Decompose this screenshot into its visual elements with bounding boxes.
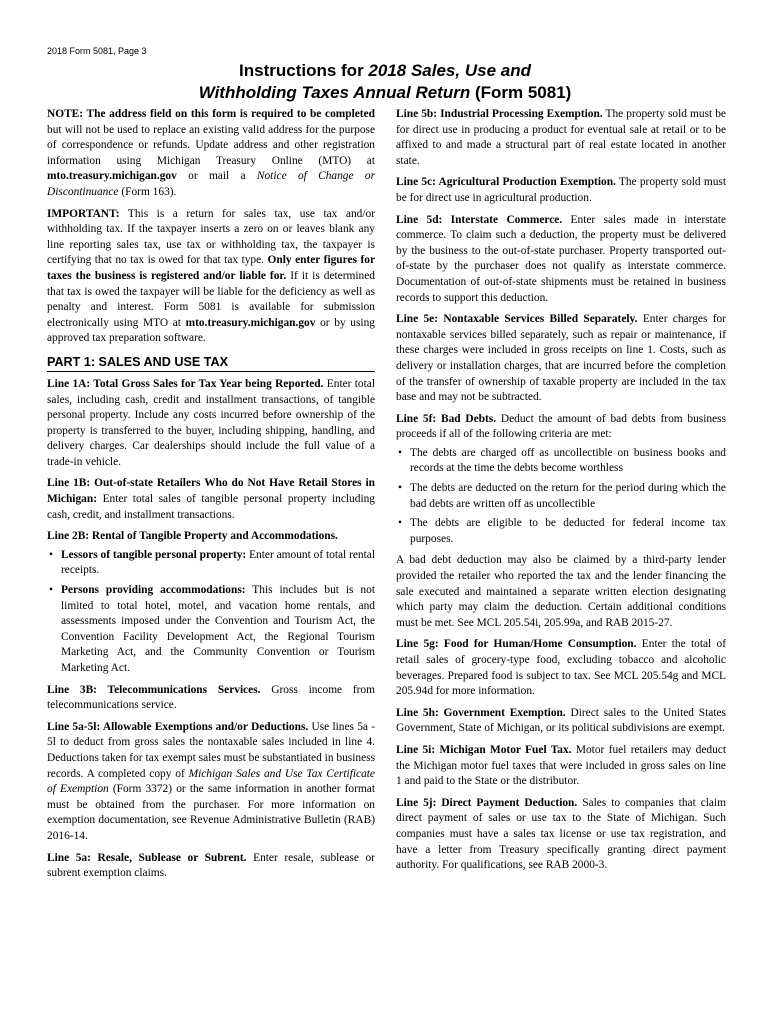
- page-header: 2018 Form 5081, Page 3: [47, 46, 147, 56]
- line5g-paragraph: Line 5g: Food for Human/Home Consumption. Enter the total of retail sales of grocery-type food, excluding tobacco and alcoholic beverages. Prepared food is subject to tax. See MCL 205.54g and MCL 205.94d for more information.: [396, 638, 726, 698]
- title-italic-2: Withholding Taxes Annual Return: [198, 83, 471, 102]
- line1b-paragraph: Line 1B: Out-of-state Retailers Who do Not Have Retail Stores in Michigan: Enter total sales of tangible personal property including cash, credit, and installment transactions.: [47, 477, 375, 521]
- line5e-paragraph: Line 5e: Nontaxable Services Billed Separately. Enter charges for nontaxable services billed separately, such as repair or maintenance, if these charges were included in gross receipts on line 1. Costs, such as delivery or installation charges, that are incurred before the completion of the transfer of ownership of taxable property are included in the tax base and may not be subtracted.: [396, 313, 727, 404]
- page-title-line1: [0, 61, 770, 81]
- title-prefix: Instructions for: [239, 61, 369, 80]
- line5d-paragraph: Line 5d: Interstate Commerce. Enter sales made in interstate commerce. To claim such a deduction, the property must be delivered by the business to the out-of-state purchaser. Property transported out-of-state by the purchaser does not qualify as interstate commerce. Documentation of out-of-state shipments must be retained in business records to support this deduction.: [396, 213, 726, 304]
- line5f-paragraph: Line 5f: Bad Debts. Deduct the amount of bad debts from business proceeds if all of the following criteria are met:: [396, 412, 727, 441]
- page-title-line2: [0, 83, 770, 103]
- line5c-paragraph: Line 5c: Agricultural Production Exemption. The property sold must be for direct use in agricultural production.: [396, 176, 726, 204]
- right-column: [396, 107, 726, 880]
- list-item: • Persons providing accommodations: This includes but is not limited to total hotel, motel, and vacation home rentals, and assessments imposed under the Convention and Tourism Act, the Convention Facility Development Act, the Regional Tourism Marketing Act, and the Community Convention or Tourism Marketing Act.: [47, 583, 375, 677]
- list-item: • The debts are deducted on the return for the period during which the bad debts are written off as uncollectible: [396, 481, 726, 512]
- note-paragraph: NOTE: The address field on this form is required to be completed but will not be used to replace an existing valid address for the purpose of correspondence or refunds. Update address and other registration information using Michigan Treasury Online (MTO) at mto.treasury.michigan.gov or mail a Notice of Change or Discontinuance (Form 163).: [47, 108, 375, 198]
- line5a-paragraph: Line 5a: Resale, Sublease or Subrent. Enter resale, sublease or subrent exemption claims.: [47, 851, 375, 880]
- bad-debt-paragraph: A bad debt deduction may also be claimed by a third-party lender provided the retailer who reported the tax and the lender financing the sale executed and maintained a separate written election designating which party may claim the deduction. Certain additional conditions must be met. See MCL 205.54i, 205.99a, and RAB 2015-27.: [396, 554, 726, 629]
- line1a-paragraph: Line 1A: Total Gross Sales for Tax Year being Reported. Enter total sales, including cash, credit and installment transactions, of tangible personal property. Include any costs incurred before ownership of the property is transferred to the buyer, including shipping, handling, and delivery charges. Car dealerships should include the full value of a trade-in vehicle.: [47, 377, 376, 468]
- line2b-list: [47, 548, 375, 677]
- line3b-paragraph: Line 3B: Telecommunications Services. Gross income from telecommunications service.: [47, 683, 375, 712]
- list-item: • The debts are eligible to be deducted for federal income tax purposes.: [396, 516, 726, 547]
- list-item: • Lessors of tangible personal property: Enter amount of total rental receipts.: [47, 548, 375, 579]
- title-suffix: (Form 5081): [470, 83, 572, 102]
- left-column: [47, 107, 375, 888]
- important-paragraph: IMPORTANT: This is a return for sales tax, use tax and/or withholding tax. If the taxpayer inserts a zero on or leaves blank any line reporting sales tax, use tax or withholding tax, the taxpayer is certifying that no tax is owed for that tax type. Only enter figures for taxes the business is registered and/or liable for. If it is determined that tax is owed the taxpayer will be liable for the deficiency as well as penalty and interest. Form 5081 is available for submission electronically using MTO at mto.treasury.michigan.gov or by using approved tax preparation software.: [47, 207, 376, 345]
- part1-heading: PART 1: SALES AND USE TAX: [47, 353, 375, 372]
- line5a-5l-paragraph: Line 5a-5l: Allowable Exemptions and/or Deductions. Use lines 5a - 5l to deduct from gross sales the nontaxable sales included in line 4. Deductions taken for tax exempt sales must be substantiated in business records. A completed copy of Michigan Sales and Use Tax Certificate of Exemption (Form 3372) or the same information in another format must be obtained from the purchaser. For more information on exemption documentation, see Revenue Administrative Bulletin (RAB) 2016-14.: [47, 720, 375, 842]
- bad-debt-list: [396, 446, 726, 548]
- title-italic-1: 2018 Sales, Use and: [368, 61, 531, 80]
- line5j-paragraph: Line 5j: Direct Payment Deduction. Sales to companies that claim direct payment of sales or use tax to the State of Michigan. Such companies must have a sales tax license or use tax registration, and have a letter from Treasury specifically granting direct payment authority. For qualifications, see RAB 2000-3.: [396, 796, 726, 872]
- line5b-paragraph: Line 5b: Industrial Processing Exemption. The property sold must be for direct use in producing a product for eventual sale at retail or to be affixed to and made a structural part of real estate located in another state.: [396, 108, 726, 167]
- line5i-paragraph: Line 5i: Michigan Motor Fuel Tax. Motor fuel retailers may deduct the Michigan motor fuel taxes that were included in gross sales on line 1 and paid to the State or the distributor.: [396, 743, 727, 788]
- line5h-paragraph: Line 5h: Government Exemption. Direct sales to the United States Government, State of Michigan, or its political subdivisions are exempt.: [396, 706, 726, 735]
- line2b-heading: Line 2B: Rental of Tangible Property and Accommodations.: [47, 530, 338, 543]
- list-item: • The debts are charged off as uncollectible on business books and records at the time the debts become worthless: [396, 446, 726, 477]
